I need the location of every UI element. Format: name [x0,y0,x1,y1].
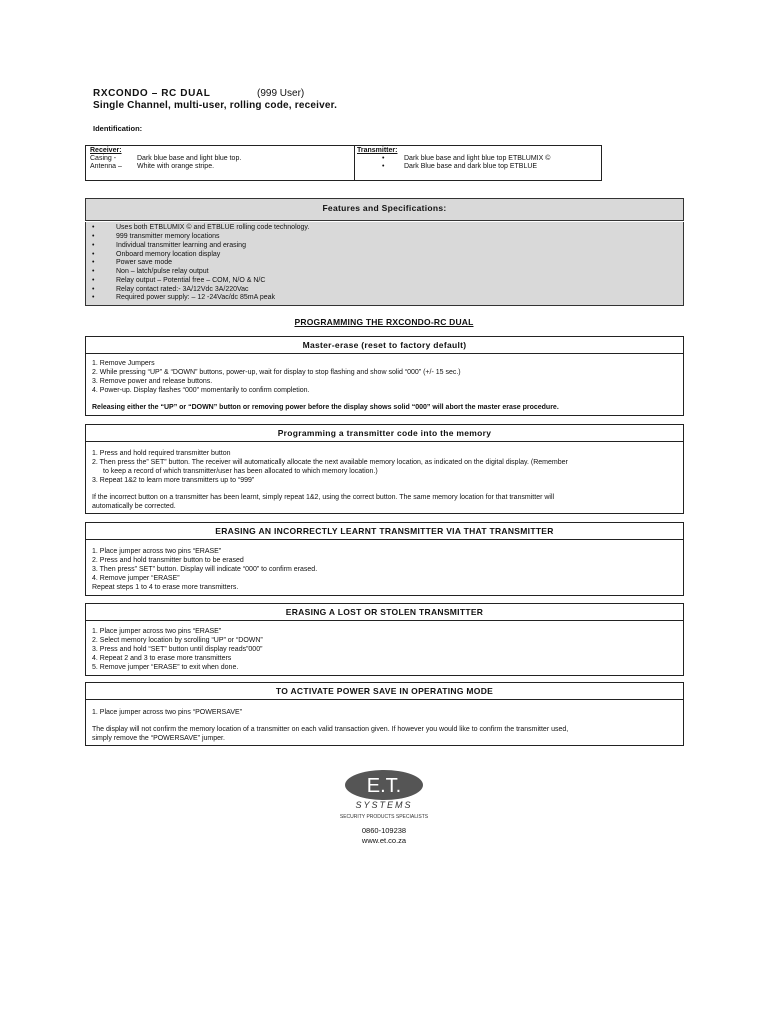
list-item-text: Onboard memory location display [116,251,221,258]
title-divider [86,353,683,354]
user-count: (999 User) [257,88,305,99]
list-item-text: Individual transmitter learning and erasing [116,242,246,249]
program-code-section [85,424,684,514]
step-line: 1. Place jumper across two pins “ERASE” [92,548,222,555]
logo-systems: SYSTEMS [355,800,413,810]
step-line: 5. Remove jumper “ERASE” to exit when done. [92,664,239,671]
step-line: 4. Repeat 2 and 3 to erase more transmitters [92,655,232,662]
list-item [92,251,220,258]
erase-incorrect-section [85,522,684,596]
power-save-section [85,682,684,746]
list-item [92,277,265,284]
logo-tagline: SECURITY PRODUCTS SPECIALISTS [339,814,429,820]
bullet-icon: • [92,286,95,293]
list-item [92,233,219,240]
transmitter-row [382,155,550,162]
master-erase-section [85,336,684,416]
identification-table [85,145,602,181]
receiver-heading: Receiver: [90,147,122,154]
bullet-icon: • [382,163,385,170]
section-title: Programming a transmitter code into the memory [277,428,492,438]
table-divider [354,146,355,180]
list-item [92,224,309,231]
list-item-text: 999 transmitter memory locations [116,233,220,240]
step-line: 2. While pressing “UP” & “DOWN” buttons, power-up, wait for display to stop flashing and show solid “000” (+/- 15 sec.) [92,369,461,376]
list-item-text: Relay output – Potential free – COM, N/O & N/C [116,277,266,284]
title-divider [86,441,683,442]
row-key: Casing - [90,155,117,162]
receiver-antenna-row [90,163,214,170]
step-line: 4. Remove jumper “ERASE” [92,575,180,582]
list-item-text: Relay contact rated:- 3A/12Vdc 3A/220Vac [116,286,249,293]
step-line: 1. Press and hold required transmitter button [92,450,231,457]
bullet-icon: • [92,242,95,249]
website-link[interactable]: www.et.co.za [361,836,407,845]
bullet-icon: • [92,268,95,275]
transmitter-row [382,163,537,170]
erase-lost-section [85,603,684,676]
et-systems-logo [337,768,432,824]
row-value: Dark Blue base and dark blue top ETBLUE [404,163,538,170]
list-item-text: Uses both ETBLUMIX © and ETBLUE rolling code technology. [116,224,310,231]
list-item [92,294,275,301]
step-line: Repeat steps 1 to 4 to erase more transmitters. [92,584,239,591]
logo-mark: E.T. [366,775,402,797]
note-line: automatically be corrected. [92,503,176,510]
step-line: 2. Select memory location by scrolling “UP” or “DOWN” [92,637,263,644]
step-line: 3. Press and hold “SET” button until display reads”000” [92,646,263,653]
row-key: Antenna – [90,163,122,170]
step-line: 1. Place jumper across two pins “POWERSAVE” [92,709,243,716]
step-line: 2. Then press the” SET” button. The receiver will automatically allocate the next available memory location, as indicated on the digital display. (Remember [92,459,568,466]
bullet-icon: • [92,259,95,266]
bullet-icon: • [92,294,95,301]
receiver-casing-row [90,155,241,162]
step-line: 3. Repeat 1&2 to learn more transmitters up to “999” [92,477,255,484]
section-title: ERASING AN INCORRECTLY LEARNT TRANSMITTER VIA THAT TRANSMITTER [215,526,554,536]
list-item [92,286,249,293]
title-divider [86,539,683,540]
step-line: to keep a record of which transmitter/user has been allocated to which memory location.) [103,468,378,475]
bullet-icon: • [92,233,95,240]
bullet-icon: • [92,224,95,231]
identification-label: Identification: [93,124,143,133]
title-divider [86,620,683,621]
list-item-text: Power save mode [116,259,173,266]
features-title: Features and Specifications: [85,198,684,221]
product-name: RXCONDO – RC DUAL [93,88,211,99]
warning-note: Releasing either the “UP” or “DOWN” button or removing power before the display shows solid “000” will abort the master erase procedure. [92,404,559,411]
product-subtitle: Single Channel, multi-user, rolling code, receiver. [93,100,338,111]
programming-heading: PROGRAMMING THE RXCONDO-RC DUAL [294,317,474,327]
list-item [92,242,246,249]
section-title: Master-erase (reset to factory default) [302,340,467,350]
step-line: 4. Power-up. Display flashes “000” momentarily to confirm completion. [92,387,310,394]
product-title [93,88,305,99]
phone-number: 0860-109238 [361,826,407,835]
step-line: 1. Place jumper across two pins “ERASE” [92,628,222,635]
list-item-text: Non – latch/pulse relay output [116,268,209,275]
step-line: 1. Remove Jumpers [92,360,155,367]
list-item-text: Required power supply: – 12 -24Vac/dc 85mA peak [116,294,276,301]
note-line: simply remove the “POWERSAVE” jumper. [92,735,225,742]
bullet-icon: • [382,155,385,162]
step-line: 3. Then press” SET” button. Display will indicate “000” to confirm erased. [92,566,318,573]
step-line: 2. Press and hold transmitter button to be erased [92,557,244,564]
row-value: White with orange stripe. [137,163,215,170]
row-value: Dark blue base and light blue top ETBLUMIX © [404,155,551,162]
transmitter-heading: Transmitter: [357,147,398,154]
list-item [92,259,172,266]
features-list [85,222,684,306]
section-title: TO ACTIVATE POWER SAVE IN OPERATING MODE [275,686,494,696]
section-title: ERASING A LOST OR STOLEN TRANSMITTER [285,607,484,617]
bullet-icon: • [92,251,95,258]
step-line: 3. Remove power and release buttons. [92,378,213,385]
list-item [92,268,209,275]
note-line: If the incorrect button on a transmitter has been learnt, simply repeat 1&2, using the correct button. The same memory location for that transmitter will [92,494,555,501]
note-line: The display will not confirm the memory location of a transmitter on each valid transaction given. If however you would like to confirm the transmitter used, [92,726,569,733]
title-divider [86,699,683,700]
row-value: Dark blue base and light blue top. [137,155,242,162]
bullet-icon: • [92,277,95,284]
